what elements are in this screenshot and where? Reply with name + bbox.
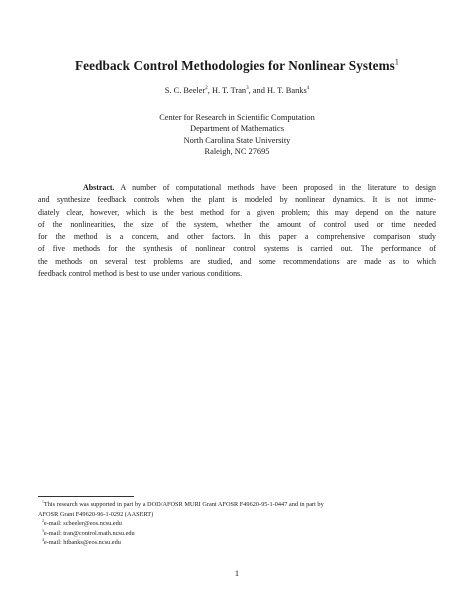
footnote-email: e-mail: htbanks@eos.ncsu.edu [43,539,121,547]
abstract-block [38,182,436,280]
footnotes-block [38,500,436,548]
affiliation-block [0,112,474,157]
affiliation-line: Department of Mathematics [190,124,284,134]
abstract-line: feedback control method is best to use under various conditions. [38,268,243,278]
author-footnote-mark: 4 [306,86,310,92]
footnote-continuation: AFOSR Grant F49620-96-1-0292 (AASERT) [38,510,154,518]
paper-title [0,58,474,74]
page-number: 1 [234,569,240,578]
title-footnote-mark: 1 [394,57,399,67]
author-name: H. T. Banks [267,86,307,95]
author-name: H. T. Tran [211,86,247,95]
abstract-line: of the nonlinearities, the size of the system, whether the amount of control used or time needed [38,219,436,229]
footnote-item [38,519,436,529]
footnote-text: This research was supported in part by a DOD/AFOSR MURI Grant AFOSR F49620-95-1-0447 and in part by [43,501,324,508]
author-footnote-mark: 2 [205,86,208,92]
footnote-item [38,529,436,539]
abstract-line: the methods on several test problems are studied, and some recommendations are made as to which [38,256,436,266]
abstract-line-text: A number of computational methods have been proposed in the literature to design [120,183,436,192]
footnote-mark: 4 [42,538,44,543]
footnote-rule [38,496,134,497]
abstract-line: and synthesize feedback controls when the plant is modeled by nonlinear dynamics. It is not imme- [38,195,436,205]
abstract-line: diately clear, however, which is the best method for a given problem; this may depend on the nature [38,207,436,217]
title-text: Feedback Control Methodologies for Nonlinear Systems [75,58,395,73]
footnote-mark: 3 [42,528,44,533]
author-list [0,86,474,95]
footnote-mark: 2 [42,519,44,524]
affiliation-line: Raleigh, NC 27695 [204,146,270,156]
footnote-mark: 1 [42,499,44,504]
footnote-item [38,500,436,510]
affiliation-line: North Carolina State University [183,135,291,145]
footnote-email: e-mail: scbeeler@eos.ncsu.edu [43,520,122,528]
abstract-line [38,182,436,194]
abstract-line: of five methods for the synthesis of nonlinear control systems is carried out. The performance of [38,244,436,254]
affiliation-line: Center for Research in Scientific Computation [159,113,315,122]
abstract-label: Abstract. [83,183,115,192]
author-footnote-mark: 3 [246,86,249,92]
author-separator: , [207,86,212,95]
abstract-line: for the method is a concern, and other factors. In this paper a comprehensive comparison study [38,232,436,241]
footnote-email: e-mail: tran@control.math.ncsu.edu [43,529,135,537]
author-name: S. C. Beeler [164,86,206,95]
footnote-item [38,538,436,548]
author-separator: , and [248,86,267,95]
